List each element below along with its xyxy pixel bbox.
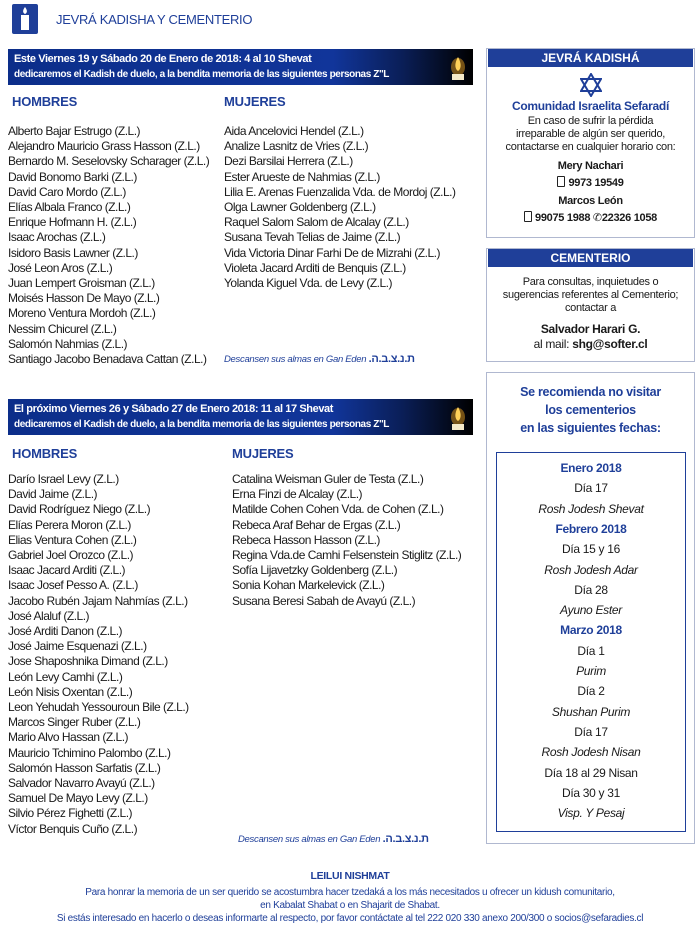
week1-rest-line <box>224 353 415 365</box>
name-entry: Susana Tevah Telias de Jaime (Z.L.) <box>224 230 401 245</box>
name-entry: Moreno Ventura Mordoh (Z.L.) <box>8 306 156 321</box>
visit-date-line: Rosh Jodesh Nisan <box>541 745 641 760</box>
name-entry: David Rodríguez Niego (Z.L.) <box>8 502 151 517</box>
page-title: JEVRÁ KADISHA Y CEMENTERIO <box>56 12 253 27</box>
name-entry: Yolanda Kiguel Vda. de Levy (Z.L.) <box>224 276 393 291</box>
name-entry: Isaac Arochas (Z.L.) <box>8 230 106 245</box>
cementerio-box <box>486 248 695 362</box>
footer-title: LEILUI NISHMAT <box>310 870 390 882</box>
kadisha-contact1-phone-row <box>487 176 694 189</box>
week2-mujeres-heading: MUJERES <box>232 446 294 461</box>
name-entry: Analize Lasnitz de Vries (Z.L.) <box>224 139 369 154</box>
cementerio-mail[interactable]: shg@softer.cl <box>572 337 648 351</box>
week2-hombres-list <box>8 472 189 837</box>
week2-mujeres-list <box>232 472 461 609</box>
name-entry: Isidoro Basis Lawner (Z.L.) <box>8 245 138 260</box>
name-entry: Olga Lawner Goldenberg (Z.L.) <box>224 200 376 215</box>
footer <box>0 870 700 924</box>
name-entry: José Arditi Danon (Z.L.) <box>8 624 123 639</box>
visit-date-line: Marzo 2018 <box>560 623 622 638</box>
name-entry: Aida Ancelovici Hendel (Z.L.) <box>224 124 364 138</box>
name-entry: José Leon Aros (Z.L.) <box>8 260 113 275</box>
candle-flame-icon <box>449 405 467 431</box>
name-entry: José Jaime Esquenazi (Z.L.) <box>8 639 147 654</box>
candle-icon <box>12 4 38 34</box>
week2-banner-date: El próximo Viernes 26 y Sábado 27 de Enero 2018: 11 al 17 Shevat <box>14 403 334 415</box>
week1-mujeres-list <box>224 124 455 291</box>
name-entry: Bernardo M. Seselovsky Scharager (Z.L.) <box>8 154 210 169</box>
name-entry: Salomón Nahmias (Z.L.) <box>8 336 128 351</box>
name-entry: Moisés Hasson De Mayo (Z.L.) <box>8 291 160 306</box>
name-entry: Enrique Hofmann H. (Z.L.) <box>8 215 137 230</box>
visit-date-line: Ayuno Ester <box>560 603 622 618</box>
name-entry: Elias Ventura Cohen (Z.L.) <box>8 532 137 547</box>
week1-mujeres-heading: MUJERES <box>224 94 286 109</box>
name-entry: Marcos Singer Ruber (Z.L.) <box>8 715 141 730</box>
cementerio-title: CEMENTERIO <box>488 249 693 267</box>
visit-date-line: Visp. Y Pesaj <box>557 806 625 821</box>
visit-date-line: Día 17 <box>574 481 608 496</box>
kadisha-contact2-phone2: 22326 1058 <box>601 212 657 224</box>
name-entry: Erna Finzi de Alcalay (Z.L.) <box>232 487 363 502</box>
name-entry: Alejandro Mauricio Grass Hasson (Z.L.) <box>8 139 200 154</box>
name-entry: Salomón Hasson Sarfatis (Z.L.) <box>8 760 161 775</box>
visit-date-line: Día 2 <box>577 684 605 699</box>
visits-heading-3: en las siguientes fechas: <box>520 421 661 435</box>
name-entry: Catalina Weisman Guler de Testa (Z.L.) <box>232 472 424 486</box>
name-entry: Alberto Bajar Estrugo (Z.L.) <box>8 124 141 138</box>
week2-rest-line <box>238 833 429 845</box>
visit-date-line: Shushan Purim <box>551 704 631 719</box>
name-entry: Dezi Barsilai Herrera (Z.L.) <box>224 154 353 169</box>
name-entry: Santiago Jacobo Benadava Cattan (Z.L.) <box>8 352 207 367</box>
page-header <box>0 0 700 38</box>
week1-banner-dedication: dedicaremos el Kadish de duelo, a la bendita memoria de las siguientes personas Z"L <box>14 69 389 80</box>
week2-hombres-heading: HOMBRES <box>12 446 78 461</box>
name-entry: Samuel De Mayo Levy (Z.L.) <box>8 791 148 806</box>
name-entry: Sofía Lijavetzky Goldenberg (Z.L.) <box>232 563 398 578</box>
name-entry: Mario Alvo Hassan (Z.L.) <box>8 730 129 745</box>
name-entry: Elías Albala Franco (Z.L.) <box>8 200 131 215</box>
visit-date-line: Rosh Jodesh Adar <box>544 562 638 577</box>
week2-banner <box>8 399 473 435</box>
landline-phone-icon: ✆ <box>592 212 602 224</box>
name-entry: Gabriel Joel Orozco (Z.L.) <box>8 548 134 563</box>
kadisha-title: JEVRÁ KADISHÁ <box>488 49 693 67</box>
visit-dates-list <box>496 452 686 832</box>
cementerio-text-3: contactar a <box>564 302 617 314</box>
kadisha-text-1: En caso de sufrir la pérdida <box>527 115 654 127</box>
visit-date-line: Enero 2018 <box>560 461 622 475</box>
kadisha-text-3: contactarse en cualquier horario con: <box>505 141 676 153</box>
name-entry: Susana Beresi Sabah de Avayú (Z.L.) <box>232 593 416 608</box>
visit-date-line: Día 28 <box>574 582 608 597</box>
name-entry: Vida Victoria Dinar Farhi De de Mizrahi (Z.L.) <box>224 245 440 260</box>
name-entry: Silvio Pérez Fighetti (Z.L.) <box>8 806 133 821</box>
name-entry: Jacobo Rubén Jajam Nahmías (Z.L.) <box>8 593 188 608</box>
kadisha-contact1-phone: 9973 19549 <box>568 177 624 189</box>
name-entry: Mauricio Tchimino Palombo (Z.L.) <box>8 745 171 760</box>
name-entry: Juan Lempert Groisman (Z.L.) <box>8 276 155 291</box>
name-entry: Rebeca Hasson Hasson (Z.L.) <box>232 532 380 547</box>
name-entry: Raquel Salom Salom de Alcalay (Z.L.) <box>224 215 409 230</box>
name-entry: Elías Perera Moron (Z.L.) <box>8 517 131 532</box>
visit-date-line: Día 18 al 29 Nisan <box>544 765 638 780</box>
cementerio-mail-label: al mail: <box>533 337 570 351</box>
name-entry: Darío Israel Levy (Z.L.) <box>8 472 119 486</box>
week2-banner-dedication: dedicaremos el Kadish de duelo, a la bendita memoria de las siguientes personas Z"L <box>14 419 389 430</box>
name-entry: David Jaime (Z.L.) <box>8 487 98 502</box>
name-entry: Leon Yehudah Yessouroun Bile (Z.L.) <box>8 700 189 715</box>
week1-hombres-heading: HOMBRES <box>12 94 78 109</box>
name-entry: León Levy Camhi (Z.L.) <box>8 669 123 684</box>
visit-date-line: Día 1 <box>577 643 605 658</box>
visits-heading-2: los cementerios <box>545 403 636 417</box>
name-entry: Isaac Josef Pesso A. (Z.L.) <box>8 578 138 593</box>
rest-hebrew: ת.נ.צ.ב.ה. <box>368 353 415 365</box>
name-entry: Violeta Jacard Arditi de Benquis (Z.L.) <box>224 260 406 275</box>
name-entry: Rebeca Araf Behar de Ergas (Z.L.) <box>232 517 401 532</box>
name-entry: Lilia E. Arenas Fuenzalida Vda. de Mordoj (Z.L.) <box>224 184 456 199</box>
visit-date-line: Rosh Jodesh Shevat <box>538 501 644 516</box>
name-entry: Nessim Chicurel (Z.L.) <box>8 321 117 336</box>
name-entry: Salvador Navarro Avayú (Z.L.) <box>8 776 155 791</box>
name-entry: Sonia Kohan Markelevick (Z.L.) <box>232 578 385 593</box>
visits-heading-1: Se recomienda no visitar <box>520 385 661 399</box>
footer-line-1: Para honrar la memoria de un ser querido se acostumbra hacer tzedaká a los más necesitados u ofrecer un kidush comunitario, <box>85 887 615 898</box>
visit-date-line: Febrero 2018 <box>555 521 627 536</box>
cementerio-mail-row <box>487 337 694 351</box>
kadisha-box <box>486 48 695 238</box>
rest-text: Descansen sus almas en Gan Eden <box>238 834 381 845</box>
cementerio-contact-name: Salvador Harari G. <box>540 322 641 336</box>
name-entry: Regina Vda.de Camhi Felsenstein Stiglitz (Z.L.) <box>232 548 462 563</box>
visit-date-line: Día 30 y 31 <box>561 785 621 800</box>
visit-date-line: Día 17 <box>574 724 608 739</box>
week1-banner-date: Este Viernes 19 y Sábado 20 de Enero de 2018: 4 al 10 Shevat <box>14 53 312 65</box>
name-entry: Isaac Jacard Arditi (Z.L.) <box>8 563 126 578</box>
kadisha-org: Comunidad Israelita Sefaradí <box>512 99 669 113</box>
visit-date-line: Purim <box>576 664 606 678</box>
week1-hombres-list <box>8 124 209 367</box>
kadisha-contact1-name: Mery Nachari <box>557 160 624 172</box>
footer-line-2: en Kabalat Shabat o en Shajarit de Shabat. <box>260 900 440 911</box>
mobile-phone-icon <box>524 211 532 222</box>
name-entry: Ester Arueste de Nahmias (Z.L.) <box>224 169 380 184</box>
cementerio-text-1: Para consultas, inquietudes o <box>522 276 659 288</box>
name-entry: José Alaluf (Z.L.) <box>8 608 90 623</box>
rest-hebrew: ת.נ.צ.ב.ה. <box>382 833 429 845</box>
week1-banner <box>8 49 473 85</box>
rest-text: Descansen sus almas en Gan Eden <box>224 354 367 365</box>
kadisha-text-2: irreparable de algún ser querido, <box>515 128 666 140</box>
footer-line-3: Si estás interesado en hacerlo o deseas informarte al respecto, por favor contáctate al tel 222 020 330 anexo 200/300 o socios@sefaradies.cl <box>56 913 644 924</box>
mobile-phone-icon <box>557 176 565 187</box>
kadisha-contact2-phone-row <box>487 211 694 224</box>
candle-flame-icon <box>449 55 467 81</box>
kadisha-contact2-name: Marcos León <box>558 195 623 207</box>
cementerio-text-2: sugerencias referentes al Cementerio; <box>502 289 679 301</box>
name-entry: León Nisis Oxentan (Z.L.) <box>8 684 133 699</box>
kadisha-contact2-phone: 99075 1988 <box>535 212 591 224</box>
name-entry: Matilde Cohen Cohen Vda. de Cohen (Z.L.) <box>232 502 444 517</box>
name-entry: Víctor Benquis Cuño (Z.L.) <box>8 821 138 836</box>
visit-date-line: Día 15 y 16 <box>561 542 621 557</box>
star-of-david-icon <box>580 73 602 97</box>
name-entry: David Bonomo Barki (Z.L.) <box>8 169 137 184</box>
name-entry: David Caro Mordo (Z.L.) <box>8 184 126 199</box>
name-entry: Jose Shaposhnika Dimand (Z.L.) <box>8 654 168 669</box>
